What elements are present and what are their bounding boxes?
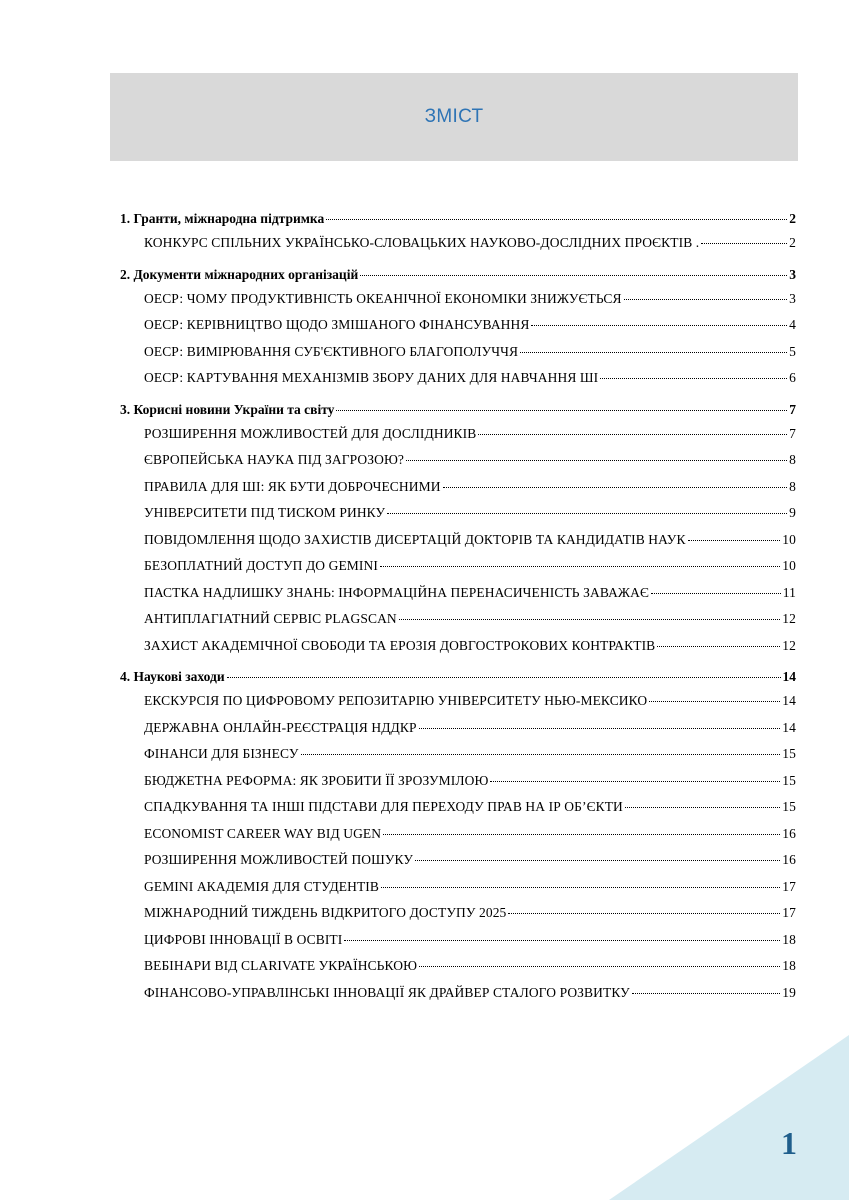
toc-leader [649, 701, 780, 702]
toc-label: ЕКСКУРСІЯ ПО ЦИФРОВОМУ РЕПОЗИТАРІЮ УНІВЕРСИТЕТУ НЬЮ-МЕКСИКО [144, 693, 648, 708]
toc-leader [688, 540, 781, 541]
toc-page-number: 16 [782, 852, 796, 867]
toc-entry[interactable] [120, 370, 796, 397]
toc-page-number: 7 [789, 401, 796, 417]
toc-entry[interactable] [120, 720, 796, 747]
toc-label: ECONOMIST CAREER WAY ВІД UGEN [144, 825, 382, 841]
header-band [110, 73, 798, 161]
toc-leader [600, 378, 787, 379]
toc-leader [625, 807, 780, 808]
toc-label: ФІНАНСИ ДЛЯ БІЗНЕСУ [144, 746, 299, 761]
toc-page-number: 5 [789, 343, 796, 359]
toc-label: ЄВРОПЕЙСЬКА НАУКА ПІД ЗАГРОЗОЮ? [144, 452, 405, 467]
toc-page-number: 12 [782, 611, 796, 626]
toc-entry[interactable] [120, 291, 796, 318]
toc-entry[interactable] [120, 773, 796, 800]
toc-entry[interactable] [120, 532, 796, 559]
toc-leader [301, 754, 781, 755]
toc-label: ОЕСР: КЕРІВНИЦТВО ЩОДО ЗМІШАНОГО ФІНАНСУВАННЯ [144, 317, 530, 332]
toc-leader [490, 781, 780, 782]
toc-leader [701, 243, 787, 244]
toc-page-number: 3 [789, 290, 796, 306]
toc-leader [344, 940, 780, 941]
toc-entry[interactable] [120, 905, 796, 932]
toc-leader [419, 728, 781, 729]
toc-entry[interactable] [120, 826, 796, 853]
toc-entry[interactable] [120, 479, 796, 506]
toc-leader [520, 352, 787, 353]
toc-leader [381, 887, 780, 888]
toc-page-number: 15 [782, 746, 796, 761]
toc-section[interactable] [120, 402, 796, 426]
toc-leader [415, 860, 780, 861]
table-of-contents [120, 211, 796, 1011]
toc-entry[interactable] [120, 958, 796, 985]
toc-leader [632, 993, 780, 994]
toc-label: GEMINI АКАДЕМІЯ ДЛЯ СТУДЕНТІВ [144, 878, 379, 894]
toc-entry[interactable] [120, 585, 796, 612]
toc-leader [406, 460, 787, 461]
toc-page-number: 12 [782, 637, 796, 653]
toc-label: ЗАХИСТ АКАДЕМІЧНОЇ СВОБОДИ ТА ЕРОЗІЯ ДОВГОСТРОКОВИХ КОНТРАКТІВ [144, 637, 656, 653]
toc-page-number: 18 [782, 958, 796, 973]
toc-label: РОЗШИРЕННЯ МОЖЛИВОСТЕЙ ДЛЯ ДОСЛІДНИКІВ [144, 425, 477, 441]
toc-label: 4. Наукові заходи [120, 669, 225, 684]
toc-leader [478, 434, 787, 435]
toc-page-number: 14 [782, 669, 796, 684]
toc-page-number: 8 [789, 452, 796, 467]
toc-page-number: 14 [782, 719, 796, 735]
toc-label: 2. Документи міжнародних організацій [120, 266, 359, 282]
toc-leader [326, 219, 787, 220]
toc-entry[interactable] [120, 985, 796, 1012]
toc-page-number: 18 [782, 931, 796, 947]
toc-label: ДЕРЖАВНА ОНЛАЙН-РЕЄСТРАЦІЯ НДДКР [144, 719, 417, 735]
page-number: 1 [781, 1125, 797, 1161]
toc-leader [624, 299, 788, 300]
toc-leader [443, 487, 788, 488]
toc-entry[interactable] [120, 452, 796, 479]
toc-label: АНТИПЛАГІАТНИЙ СЕРВІС PLAGSCAN [144, 611, 397, 626]
toc-entry[interactable] [120, 235, 796, 262]
toc-page-number: 14 [782, 693, 796, 708]
toc-page-number: 3 [789, 266, 796, 282]
toc-page-number: 8 [789, 478, 796, 494]
toc-label: ВЕБІНАРИ ВІД CLARIVATE УКРАЇНСЬКОЮ [144, 958, 418, 973]
toc-page-number: 17 [782, 878, 796, 894]
toc-page-number: 9 [789, 505, 796, 520]
toc-label: ФІНАНСОВО-УПРАВЛІНСЬКІ ІННОВАЦІЇ ЯК ДРАЙВЕР СТАЛОГО РОЗВИТКУ [144, 984, 630, 1000]
toc-leader [508, 913, 780, 914]
toc-entry[interactable] [120, 505, 796, 532]
toc-entry[interactable] [120, 344, 796, 371]
toc-section[interactable] [120, 267, 796, 291]
toc-entry[interactable] [120, 746, 796, 773]
toc-leader [360, 275, 787, 276]
toc-page-number: 7 [789, 425, 796, 441]
toc-page-number: 19 [782, 984, 796, 1000]
toc-leader [651, 593, 781, 594]
toc-section[interactable] [120, 211, 796, 235]
toc-page-number: 10 [782, 558, 796, 573]
toc-label: БЕЗОПЛАТНИЙ ДОСТУП ДО GEMINI [144, 558, 378, 573]
toc-entry[interactable] [120, 799, 796, 826]
toc-entry[interactable] [120, 638, 796, 665]
toc-leader [227, 677, 781, 678]
toc-page-number: 6 [789, 370, 796, 385]
toc-page-number: 2 [789, 211, 796, 226]
toc-label: ПОВІДОМЛЕННЯ ЩОДО ЗАХИСТІВ ДИСЕРТАЦІЙ ДОКТОРІВ ТА КАНДИДАТІВ НАУК [144, 531, 686, 547]
toc-label: ОЕСР: ЧОМУ ПРОДУКТИВНІСТЬ ОКЕАНІЧНОЇ ЕКОНОМІКИ ЗНИЖУЄТЬСЯ [144, 290, 622, 306]
toc-label: УНІВЕРСИТЕТИ ПІД ТИСКОМ РИНКУ [144, 505, 386, 520]
toc-leader [383, 834, 780, 835]
toc-label: ЦИФРОВІ ІННОВАЦІЇ В ОСВІТІ [144, 931, 343, 947]
toc-leader [657, 646, 780, 647]
toc-page-number: 16 [782, 825, 796, 841]
toc-page-number: 11 [782, 584, 796, 600]
toc-entry[interactable] [120, 852, 796, 879]
toc-leader [531, 325, 787, 326]
toc-entry[interactable] [120, 932, 796, 959]
toc-entry[interactable] [120, 611, 796, 638]
toc-entry[interactable] [120, 317, 796, 344]
toc-page-number: 15 [782, 772, 796, 788]
toc-label: КОНКУРС СПІЛЬНИХ УКРАЇНСЬКО-СЛОВАЦЬКИХ НАУКОВО-ДОСЛІДНИХ ПРОЄКТІВ . [144, 235, 700, 250]
toc-label: ПРАВИЛА ДЛЯ ШІ: ЯК БУТИ ДОБРОЧЕСНИМИ [144, 478, 441, 494]
toc-section[interactable] [120, 669, 796, 693]
toc-leader [399, 619, 781, 620]
toc-label: БЮДЖЕТНА РЕФОРМА: ЯК ЗРОБИТИ ЇЇ ЗРОЗУМІЛОЮ [144, 772, 489, 788]
toc-page-number: 15 [782, 799, 796, 814]
toc-leader [419, 966, 780, 967]
toc-page-number: 4 [789, 317, 796, 332]
toc-leader [387, 513, 787, 514]
toc-label: РОЗШИРЕННЯ МОЖЛИВОСТЕЙ ПОШУКУ [144, 852, 414, 867]
toc-entry[interactable] [120, 879, 796, 906]
toc-label: 3. Корисні новини України та світу [120, 401, 335, 417]
toc-label: ОЕСР: КАРТУВАННЯ МЕХАНІЗМІВ ЗБОРУ ДАНИХ ДЛЯ НАВЧАННЯ ШІ [144, 370, 599, 385]
toc-label: ПАСТКА НАДЛИШКУ ЗНАНЬ: ІНФОРМАЦІЙНА ПЕРЕНАСИЧЕНІСТЬ ЗАВАЖАЄ [144, 584, 649, 600]
toc-page-number: 2 [789, 235, 796, 250]
toc-label: ОЕСР: ВИМІРЮВАННЯ СУБ'ЄКТИВНОГО БЛАГОПОЛУЧЧЯ [144, 343, 519, 359]
toc-label: 1. Гранти, міжнародна підтримка [120, 211, 325, 226]
toc-page-number: 17 [782, 905, 796, 920]
page-title: ЗМІСТ [424, 106, 484, 127]
toc-entry[interactable] [120, 426, 796, 453]
toc-leader [380, 566, 780, 567]
corner-decoration [609, 1035, 849, 1200]
toc-leader [336, 410, 787, 411]
toc-page-number: 10 [782, 531, 796, 547]
toc-entry[interactable] [120, 693, 796, 720]
toc-label: МІЖНАРОДНИЙ ТИЖДЕНЬ ВІДКРИТОГО ДОСТУПУ 2025 [144, 905, 507, 920]
toc-entry[interactable] [120, 558, 796, 585]
toc-label: СПАДКУВАННЯ ТА ІНШІ ПІДСТАВИ ДЛЯ ПЕРЕХОДУ ПРАВ НА ІР ОБ’ЄКТИ [144, 799, 623, 814]
